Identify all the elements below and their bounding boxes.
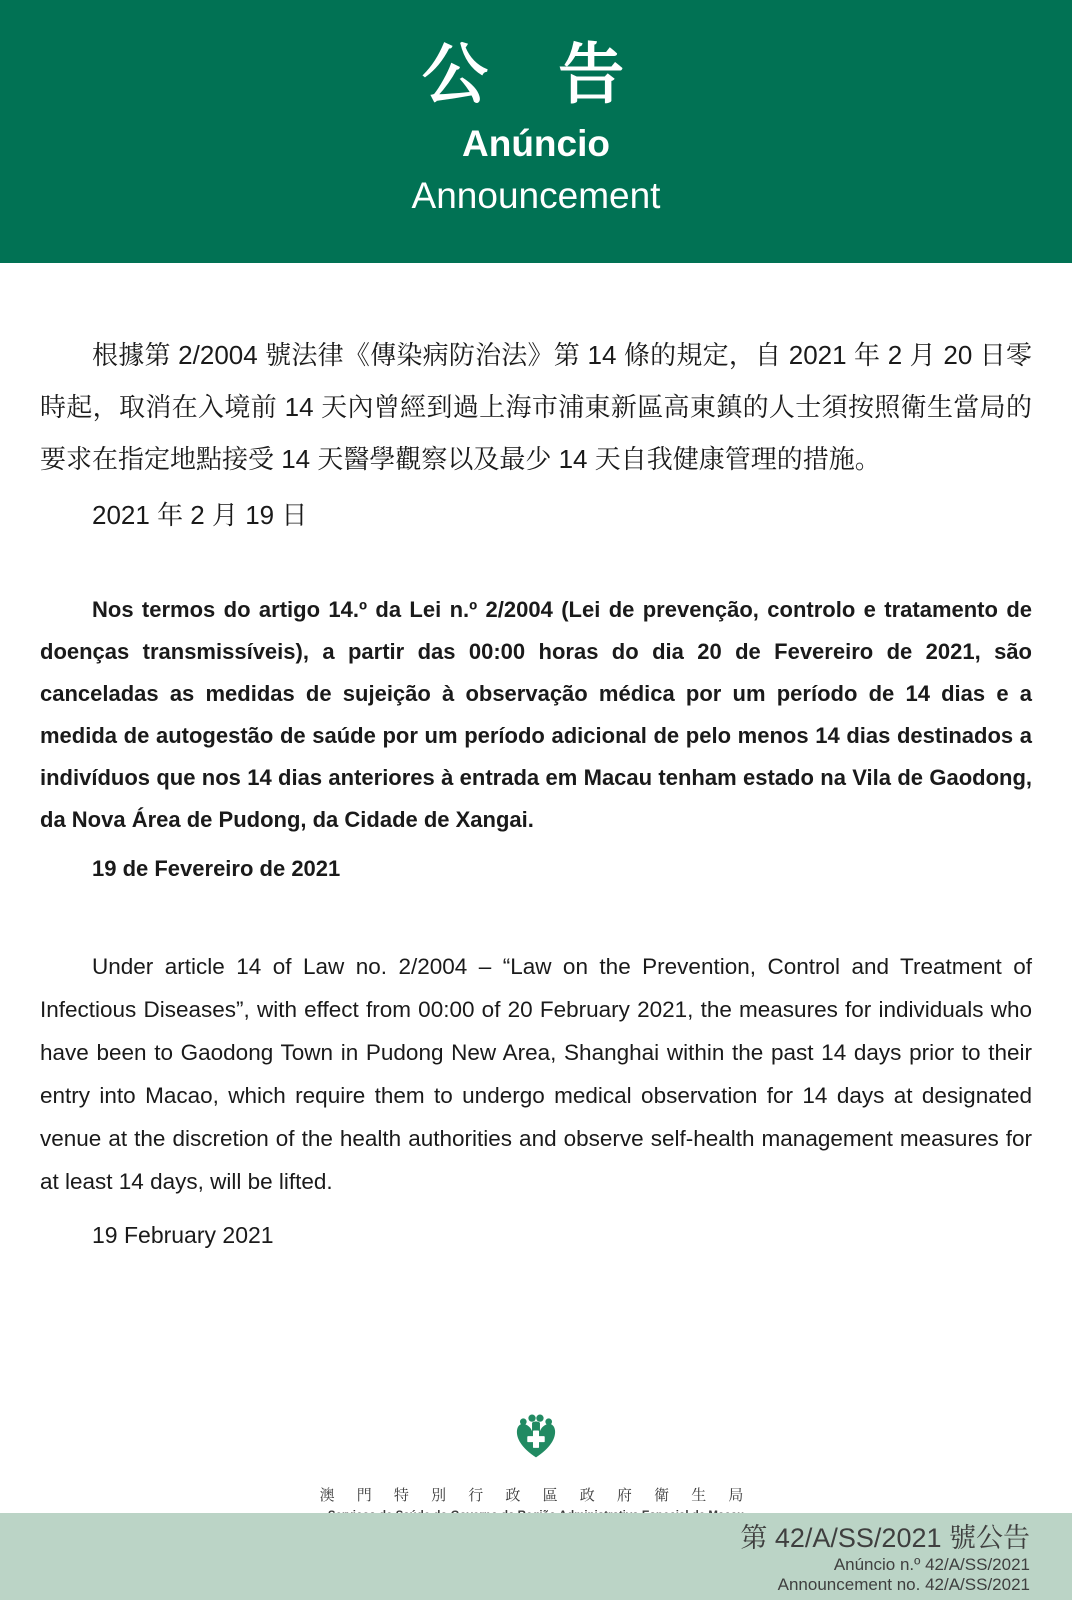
organization-name-chinese: 澳 門 特 別 行 政 區 政 府 衛 生 局	[319, 1487, 753, 1504]
reference-number-portuguese: Anúncio n.º 42/A/SS/2021	[833, 1555, 1030, 1574]
portuguese-paragraph: Nos termos do artigo 14.º da Lei n.º 2/2004 (Lei de prevenção, controlo e tratamento de doenças transmissíveis), a partir das 00:00 horas do dia 20 de Fevereiro de 2021, são canceladas as medidas de sujeição à observação médica por um período de 14 dias e a medida de autogestão de saúde por um período adicional de pelo menos 14 dias destinados a indivíduos que nos 14 dias anteriores à entrada em Macau tenham estado na Vila de Gaodong, da Nova Área de Pudong, da Cidade de Xangai.	[40, 597, 1032, 832]
english-date: 19 February 2021	[92, 1222, 274, 1248]
title-chinese: 公 告	[421, 37, 651, 111]
portuguese-date: 19 de Fevereiro de 2021	[92, 856, 341, 881]
document-body	[0, 329, 1072, 1522]
reference-number-chinese: 第 42/A/SS/2021 號公告	[740, 1523, 1030, 1553]
title-english: Announcement	[411, 175, 661, 216]
chinese-paragraph: 根據第 2/2004 號法律《傳染病防治法》第 14 條的規定，自 2021 年 2 月 20 日零時起，取消在入境前 14 天內曾經到過上海市浦東新區高東鎮的人士須按照衛生當局的要求在指定地點接受 14 天醫學觀察以及最少 14 天自我健康管理的措施。	[40, 340, 1032, 474]
english-paragraph: Under article 14 of Law no. 2/2004 – “Law on the Prevention, Control and Treatment of Infectious Diseases”, with effect from 00:00 of 20 February 2021, the measures for individuals who have been to Gaodong Town in Pudong New Area, Shanghai within the past 14 days prior to their entry into Macao, which require them to undergo medical observation for 14 days at designated venue at the discretion of the health authorities and observe self-health management measures for at least 14 days, will be lifted.	[40, 954, 1032, 1194]
title-portuguese: Anúncio	[462, 123, 610, 164]
header-banner	[0, 0, 1072, 263]
chinese-date: 2021 年 2 月 19 日	[92, 500, 308, 530]
footer-reference-band	[0, 1513, 1072, 1600]
organization-block	[40, 1413, 1032, 1522]
reference-number-english: Announcement no. 42/A/SS/2021	[777, 1575, 1030, 1594]
health-services-heart-cross-logo-icon	[512, 1413, 560, 1459]
